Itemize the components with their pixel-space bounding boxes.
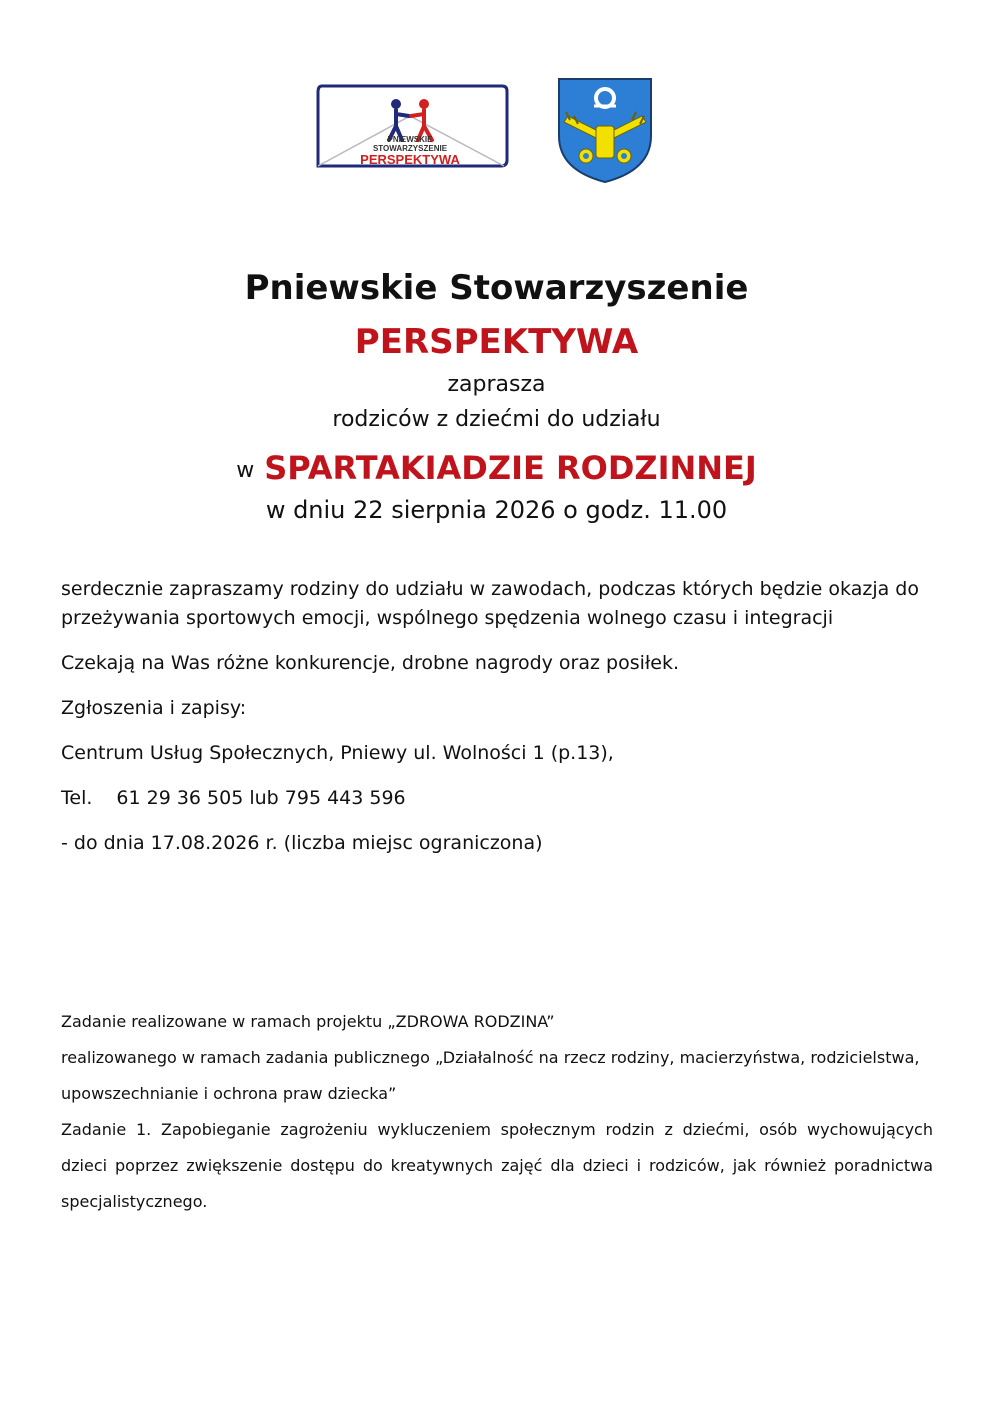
organization-name: PERSPEKTYWA: [354, 322, 639, 362]
invitees-text: rodziców z dziećmi do udziału: [332, 407, 661, 432]
signup-label: Zgłoszenia i zapisy:: [61, 697, 247, 719]
footer-task-description: Zadanie 1. Zapobieganie zagrożeniu wykluczeniem społecznym rodzin z dziećmi, osób wychowujących dzieci poprzez zwiększenie dostępu do kreatywnych zajęć dla dzieci i rodziców, jak również poradnictwa specjalistycznego.: [61, 1120, 933, 1211]
awaits-paragraph: Czekają na Was różne konkurencje, drobne nagrody oraz posiłek.: [61, 652, 680, 674]
association-logo: [314, 82, 509, 170]
event-prefix: w: [236, 458, 255, 483]
organization-title: Pniewskie Stowarzyszenie: [244, 268, 749, 308]
phone-line: [61, 784, 941, 813]
footer-project-line: Zadanie realizowane w ramach projektu „ZDROWA RODZINA”: [61, 1012, 555, 1031]
phone-label: Tel.: [61, 787, 93, 809]
address-line: Centrum Usług Społecznych, Pniewy ul. Wolności 1 (p.13),: [61, 742, 614, 764]
event-title-row: [0, 449, 993, 487]
invites-text: zaprasza: [447, 372, 546, 397]
footer-public-task-line: realizowanego w ramach zadania publicznego „Działalność na rzecz rodziny, macierzyństwa, rodzicielstwa, upowszechnianie i ochrona praw dziecka”: [61, 1048, 920, 1103]
logo-bar: [0, 70, 993, 190]
logo-line-3: PERSPEKTYWA: [360, 152, 460, 167]
intro-paragraph: serdecznie zapraszamy rodziny do udziału w zawodach, podczas których będzie okazja do przeżywania sportowych emocji, wspólnego spędzenia wolnego czasu i integracji: [61, 578, 919, 629]
phone-numbers: 61 29 36 505 lub 795 443 596: [116, 787, 406, 809]
deadline-line: - do dnia 17.08.2026 r. (liczba miejsc ograniczona): [61, 832, 543, 854]
coat-of-arms-keys-icon: [556, 76, 654, 184]
event-title: SPARTAKIADZIE RODZINNEJ: [264, 449, 757, 487]
logo-line-1: PNIEWSKIE: [387, 135, 433, 144]
event-date: w dniu 22 sierpnia 2026 o godz. 11.00: [265, 496, 728, 524]
logo-line-2: STOWARZYSZENIE: [372, 144, 448, 153]
figures-icon: [389, 99, 432, 140]
